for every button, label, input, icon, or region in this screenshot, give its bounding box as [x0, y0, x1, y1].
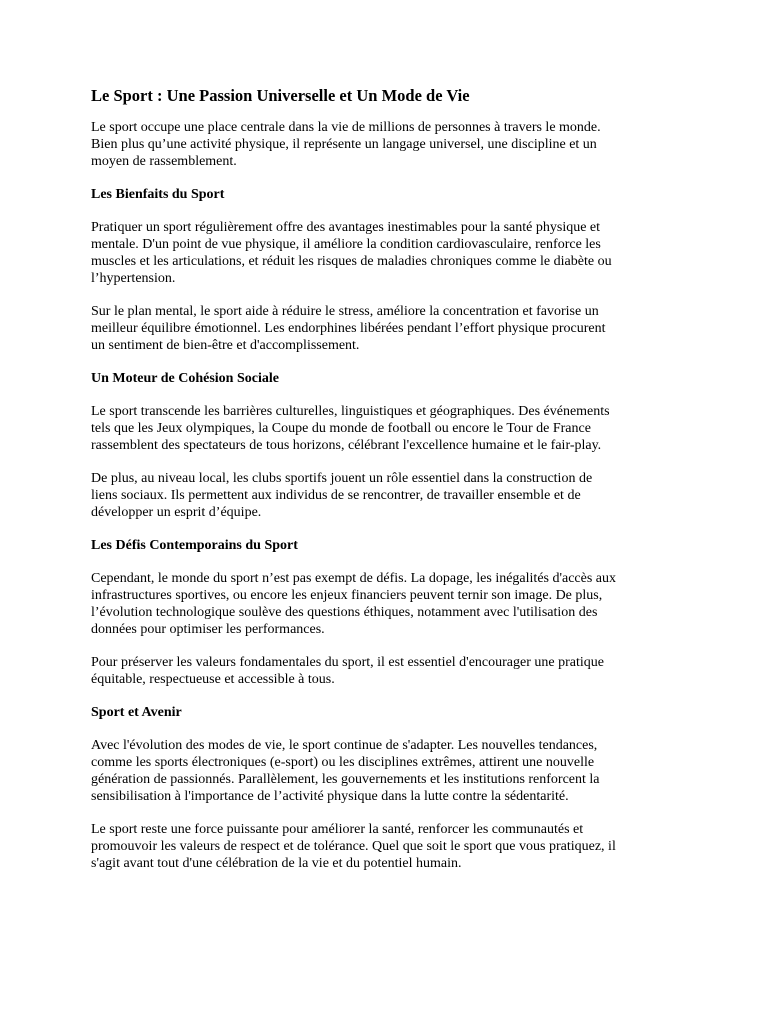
paragraph-line: un sentiment de bien-être et d'accomplissement.: [91, 338, 360, 353]
section-heading-bienfaits: Les Bienfaits du Sport: [91, 187, 225, 202]
paragraph-line: Pour préserver les valeurs fondamentales du sport, il est essentiel d'encourager une pratique: [91, 655, 604, 670]
paragraph-line: muscles et les articulations, et réduit les risques de maladies chroniques comme le diabète ou: [91, 254, 612, 269]
paragraph-line: l’évolution technologique soulève des questions éthiques, notamment avec l'utilisation des: [91, 605, 598, 620]
paragraph: [91, 470, 681, 521]
paragraph-line: Le sport transcende les barrières culturelles, linguistiques et géographiques. Des événements: [91, 404, 610, 419]
paragraph-line: tels que les Jeux olympiques, la Coupe du monde de football ou encore le Tour de France: [91, 421, 591, 436]
paragraph: [91, 303, 681, 354]
paragraph: [91, 654, 681, 688]
paragraph-line: données pour optimiser les performances.: [91, 622, 325, 637]
paragraph-line: liens sociaux. Ils permettent aux individus de se rencontrer, de travailler ensemble et de: [91, 488, 581, 503]
paragraph-line: équitable, respectueuse et accessible à tous.: [91, 672, 335, 687]
paragraph: [91, 219, 681, 287]
paragraph: [91, 570, 681, 638]
paragraph-line: s'agit avant tout d'une célébration de la vie et du potentiel humain.: [91, 856, 462, 871]
paragraph-line: Sur le plan mental, le sport aide à réduire le stress, améliore la concentration et favorise un: [91, 304, 599, 319]
paragraph-line: De plus, au niveau local, les clubs sportifs jouent un rôle essentiel dans la construction de: [91, 471, 593, 486]
paragraph-line: moyen de rassemblement.: [91, 154, 237, 169]
paragraph-line: rassemblent des spectateurs de tous horizons, célébrant l'excellence humaine et le fair-play.: [91, 438, 602, 453]
paragraph-line: Avec l'évolution des modes de vie, le sport continue de s'adapter. Les nouvelles tendances,: [91, 738, 598, 753]
paragraph: [91, 403, 681, 454]
paragraph-line: génération de passionnés. Parallèlement, les gouvernements et les institutions renforcent la: [91, 772, 600, 787]
paragraph-line: promouvoir les valeurs de respect et de tolérance. Quel que soit le sport que vous pratiquez, il: [91, 839, 616, 854]
paragraph: [91, 821, 681, 872]
paragraph-line: mentale. D'un point de vue physique, il améliore la condition cardiovasculaire, renforce les: [91, 237, 601, 252]
paragraph-line: l’hypertension.: [91, 271, 176, 286]
section-heading-defis: Les Défis Contemporains du Sport: [91, 538, 298, 553]
paragraph-line: Le sport reste une force puissante pour améliorer la santé, renforcer les communautés et: [91, 822, 584, 837]
paragraph-line: Bien plus qu’une activité physique, il représente un langage universel, une discipline et un: [91, 137, 597, 152]
document-title: Le Sport : Une Passion Universelle et Un Mode de Vie: [91, 86, 470, 105]
paragraph-line: Le sport occupe une place centrale dans la vie de millions de personnes à travers le monde.: [91, 120, 601, 135]
intro-paragraph: [91, 119, 681, 170]
paragraph-line: meilleur équilibre émotionnel. Les endorphines libérées pendant l’effort physique procurent: [91, 321, 606, 336]
document-page: [91, 86, 681, 888]
section-heading-avenir: Sport et Avenir: [91, 705, 182, 720]
paragraph-line: développer un esprit d’équipe.: [91, 505, 262, 520]
paragraph-line: Cependant, le monde du sport n’est pas exempt de défis. La dopage, les inégalités d'accès aux: [91, 571, 617, 586]
paragraph-line: comme les sports électroniques (e-sport) ou les disciplines extrêmes, attirent une nouvelle: [91, 755, 595, 770]
paragraph-line: sensibilisation à l'importance de l’activité physique dans la lutte contre la sédentarité.: [91, 789, 569, 804]
paragraph-line: infrastructures sportives, ou encore les enjeux financiers peuvent ternir son image. De plus,: [91, 588, 603, 603]
section-heading-cohesion: Un Moteur de Cohésion Sociale: [91, 371, 279, 386]
paragraph: [91, 737, 681, 805]
paragraph-line: Pratiquer un sport régulièrement offre des avantages inestimables pour la santé physique et: [91, 220, 601, 235]
